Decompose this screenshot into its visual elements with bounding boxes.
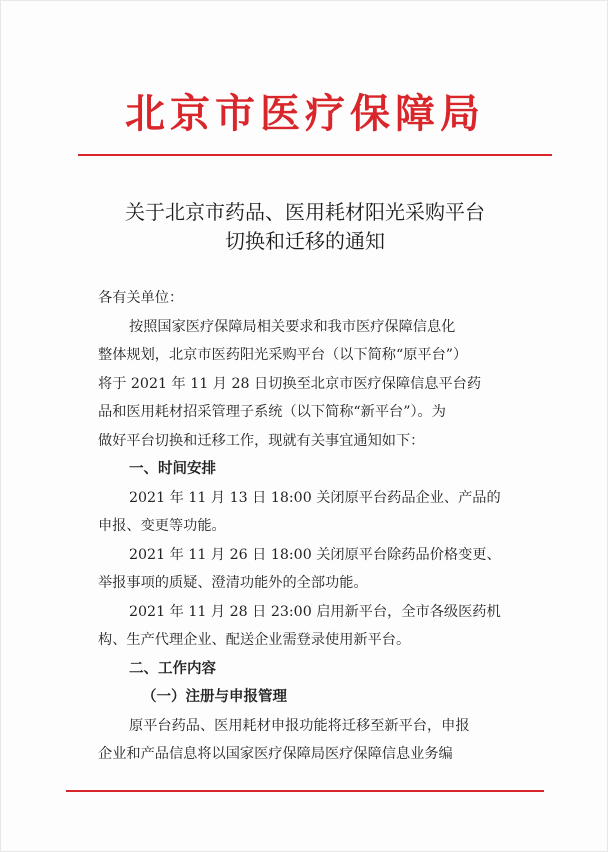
registration-paragraph: [98, 712, 518, 769]
schedule-paragraph-3: [98, 598, 518, 655]
paragraph-line: 2021 年 11 月 13 日 18:00 关闭原平台药品企业、产品的: [129, 489, 501, 506]
document-body: [98, 284, 518, 769]
salutation: 各有关单位：: [98, 290, 184, 306]
paragraph-line: 做好平台切换和迁移工作，现就有关事宜通知如下：: [98, 432, 425, 449]
footer-red-rule: [66, 790, 544, 792]
masthead-red-rule: [78, 154, 552, 156]
paragraph-line: 2021 年 11 月 28 日 23:00 启用新平台，全市各级医药机: [129, 603, 501, 620]
paragraph-line: 2021 年 11 月 26 日 18:00 关闭原平台除药品价格变更、: [129, 546, 501, 563]
schedule-paragraph-2: [98, 541, 518, 598]
paragraph-line: 整体规划，北京市医药阳光采购平台（以下简称“原平台”）: [98, 347, 468, 363]
subsection-heading-registration: （一）注册与申报管理: [142, 689, 287, 705]
paragraph-line: 按照国家医疗保障局相关要求和我市医疗保障信息化: [129, 318, 456, 335]
paragraph-line: 原平台药品、医用耗材申报功能将迁移至新平台，申报: [129, 717, 470, 734]
paragraph-line: 举报事项的质疑、澄清功能外的全部功能。: [98, 575, 368, 591]
paragraph-line: 申报、变更等功能。: [98, 518, 226, 534]
org-masthead: 北京市医疗保障局: [125, 90, 485, 137]
paragraph-line: 企业和产品信息将以国家医疗保障局医疗保障信息业务编: [98, 746, 453, 762]
document-title: [80, 198, 530, 256]
title-line-2: 切换和迁移的通知: [225, 229, 385, 253]
section-heading-schedule: 一、时间安排: [129, 461, 216, 477]
title-line-1: 关于北京市药品、医用耗材阳光采购平台: [125, 200, 485, 224]
section-heading-work: 二、工作内容: [129, 660, 216, 677]
intro-paragraph: [98, 313, 518, 456]
paragraph-line: 构、生产代理企业、配送企业需登录使用新平台。: [98, 632, 411, 648]
schedule-paragraph-1: [98, 484, 518, 541]
paragraph-line: 品和医用耗材招采管理子系统（以下简称“新平台”）。为: [98, 404, 446, 420]
paragraph-line: 将于 2021 年 11 月 28 日切换至北京市医疗保障信息平台药: [98, 375, 482, 392]
